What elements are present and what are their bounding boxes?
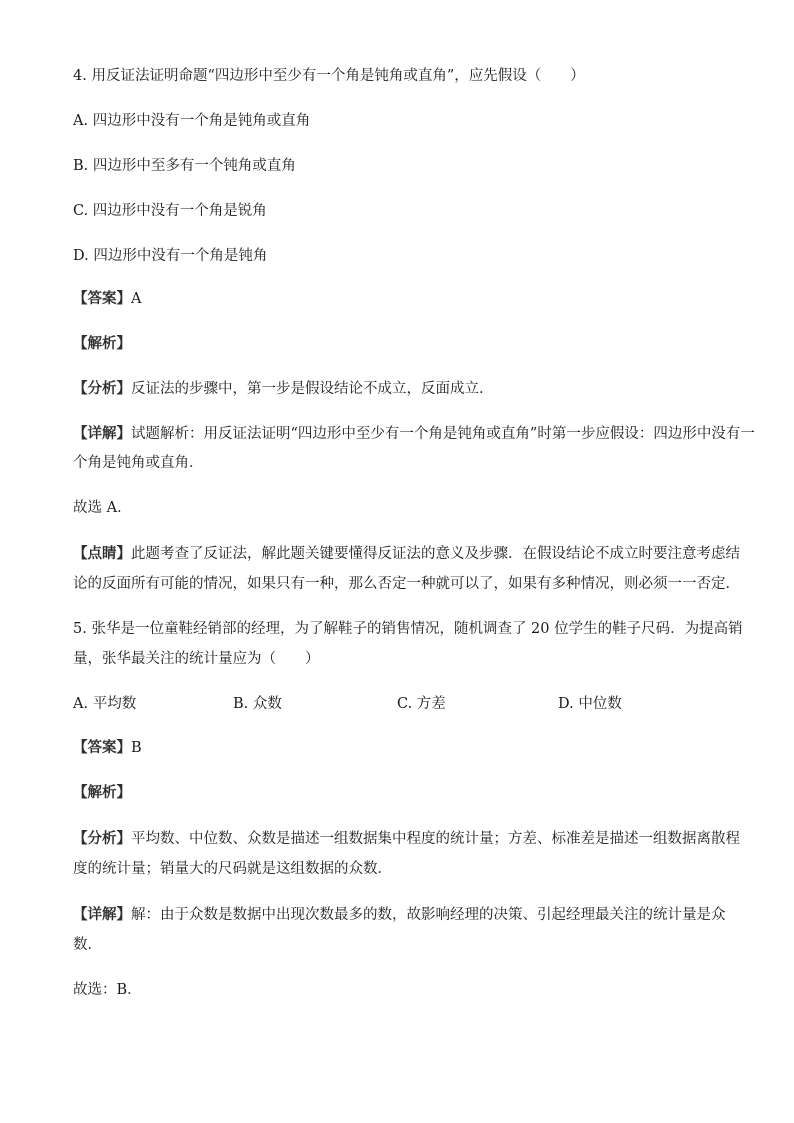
q5-stem-line1: 5. 张华是一位童鞋经销部的经理，为了解鞋子的销售情况，随机调查了 20 位学生的鞋子尺码．为提高销 bbox=[73, 621, 743, 637]
q4-fenxi bbox=[73, 379, 494, 399]
q5-answer-tag: 【答案】 bbox=[73, 739, 131, 756]
q4-xiangjie-text1: 试题解析：用反证法证明“四边形中至少有一个角是钝角或直角”时第一步应假设：四边形中没有一 bbox=[131, 426, 755, 442]
q5-fenxi-tag: 【分析】 bbox=[73, 830, 131, 847]
q5-xiangjie-text1: 解：由于众数是数据中出现次数最多的数，故影响经理的决策、引起经理最关注的统计量是众 bbox=[131, 907, 726, 923]
q4-xiangjie-line1 bbox=[73, 424, 755, 444]
q5-analysis-tag: 【解析】 bbox=[73, 784, 131, 801]
q4-answer bbox=[73, 289, 141, 309]
q5-xiangjie-line2: 数． bbox=[73, 937, 102, 953]
q5-xiangjie-line1 bbox=[73, 905, 726, 925]
q4-option-c: C. 四边形中没有一个角是锐角 bbox=[73, 203, 267, 219]
q4-option-a: A. 四边形中没有一个角是钝角或直角 bbox=[73, 113, 311, 129]
q5-stem-line2: 量，张华最关注的统计量应为（ ） bbox=[73, 651, 320, 667]
q4-choice: 故选 A． bbox=[73, 500, 132, 516]
q5-option-a: A. 平均数 bbox=[73, 696, 137, 712]
q4-dianjing-tag: 【点睛】 bbox=[73, 545, 131, 562]
q5-answer-value: B bbox=[131, 740, 142, 756]
q4-fenxi-text: 反证法的步骤中，第一步是假设结论不成立，反面成立． bbox=[131, 381, 494, 397]
q4-fenxi-tag: 【分析】 bbox=[73, 380, 131, 397]
q5-option-b: B. 众数 bbox=[233, 696, 282, 712]
q4-xiangjie-tag: 【详解】 bbox=[73, 425, 131, 442]
q4-option-d: D. 四边形中没有一个角是钝角 bbox=[73, 248, 268, 264]
q4-dianjing-text1: 此题考查了反证法，解此题关键要懂得反证法的意义及步骤．在假设结论不成立时要注意考虑结 bbox=[131, 546, 740, 562]
q4-analysis-heading bbox=[73, 334, 131, 354]
q5-answer bbox=[73, 738, 142, 758]
q5-xiangjie-tag: 【详解】 bbox=[73, 906, 131, 923]
q4-answer-tag: 【答案】 bbox=[73, 290, 131, 307]
q4-option-b: B. 四边形中至多有一个钝角或直角 bbox=[73, 158, 296, 174]
q4-analysis-tag: 【解析】 bbox=[73, 335, 131, 352]
q4-dianjing-line2: 论的反面所有可能的情况，如果只有一种，那么否定一种就可以了，如果有多种情况，则必须一一否定． bbox=[73, 576, 740, 592]
q4-xiangjie-line2: 个角是钝角或直角． bbox=[73, 455, 204, 471]
q4-answer-value: A bbox=[131, 291, 142, 307]
q4-dianjing-line1 bbox=[73, 544, 740, 564]
q5-fenxi-line1 bbox=[73, 829, 740, 849]
q5-choice: 故选：B． bbox=[73, 982, 142, 998]
q5-option-d: D. 中位数 bbox=[558, 696, 622, 712]
q4-stem: 4. 用反证法证明命题“四边形中至少有一个角是钝角或直角”，应先假设（ ） bbox=[73, 68, 585, 84]
q5-analysis-heading bbox=[73, 783, 131, 803]
q5-fenxi-line2: 度的统计量；销量大的尺码就是这组数据的众数． bbox=[73, 861, 392, 877]
q5-fenxi-text1: 平均数、中位数、众数是描述一组数据集中程度的统计量；方差、标准差是描述一组数据离散程 bbox=[131, 831, 740, 847]
q5-option-c: C. 方差 bbox=[397, 696, 446, 712]
